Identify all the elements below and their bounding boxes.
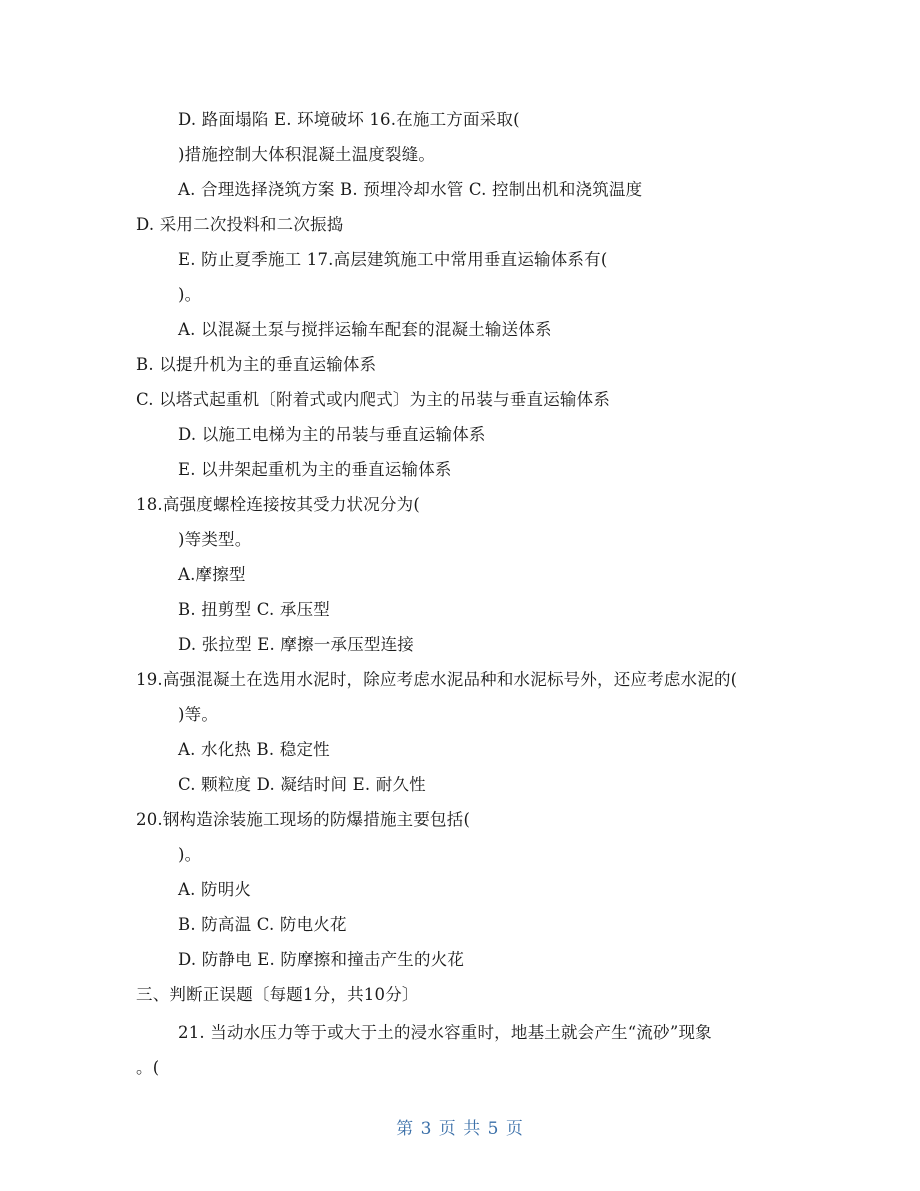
text-line: C. 颗粒度 D. 凝结时间 E. 耐久性 (178, 775, 426, 794)
text-line: D. 张拉型 E. 摩擦一承压型连接 (178, 635, 415, 654)
text-line: A. 合理选择浇筑方案 B. 预埋冷却水管 C. 控制出机和浇筑温度 (178, 180, 643, 199)
text-line: )措施控制大体积混凝土温度裂缝。 (178, 145, 436, 164)
text-line: A. 水化热 B. 稳定性 (178, 740, 330, 759)
text-line: )。 (178, 845, 202, 864)
text-line: B. 以提升机为主的垂直运输体系 (136, 355, 377, 374)
text-line: 。( (136, 1058, 160, 1077)
question-heading: 21. 当动水压力等于或大于土的浸水容重时，地基土就会产生“流砂”现象 (178, 1023, 712, 1042)
text-line: )等。 (178, 705, 219, 724)
text-line: E. 防止夏季施工 17.高层建筑施工中常用垂直运输体系有( (178, 250, 608, 269)
text-line: D. 以施工电梯为主的吊装与垂直运输体系 (178, 425, 486, 444)
text-line: D. 路面塌陷 E. 环境破坏 16.在施工方面采取( (178, 110, 520, 129)
page-number-footer: 第 3 页 共 5 页 (396, 1119, 524, 1139)
section-heading: 三、判断正误题〔每题1分，共10分〕 (136, 985, 419, 1004)
text-line: A. 防明火 (178, 880, 252, 899)
text-line: B. 扭剪型 C. 承压型 (178, 600, 330, 619)
text-line: E. 以井架起重机为主的垂直运输体系 (178, 460, 452, 479)
text-line: )等类型。 (178, 530, 252, 549)
text-line: D. 采用二次投料和二次振捣 (136, 215, 344, 234)
question-heading: 19.高强混凝土在选用水泥时，除应考虑水泥品种和水泥标号外，还应考虑水泥的( (136, 670, 738, 689)
text-line: C. 以塔式起重机〔附着式或内爬式〕为主的吊装与垂直运输体系 (136, 390, 611, 409)
question-heading: 18.高强度螺栓连接按其受力状况分为( (136, 495, 420, 514)
text-line: D. 防静电 E. 防摩擦和撞击产生的火花 (178, 950, 465, 969)
text-line: A.摩擦型 (178, 565, 246, 584)
text-line: B. 防高温 C. 防电火花 (178, 915, 347, 934)
text-line: )。 (178, 285, 202, 304)
question-heading: 20.钢构造涂装施工现场的防爆措施主要包括( (136, 810, 471, 829)
text-line: A. 以混凝土泵与搅拌运输车配套的混凝土输送体系 (178, 320, 552, 339)
